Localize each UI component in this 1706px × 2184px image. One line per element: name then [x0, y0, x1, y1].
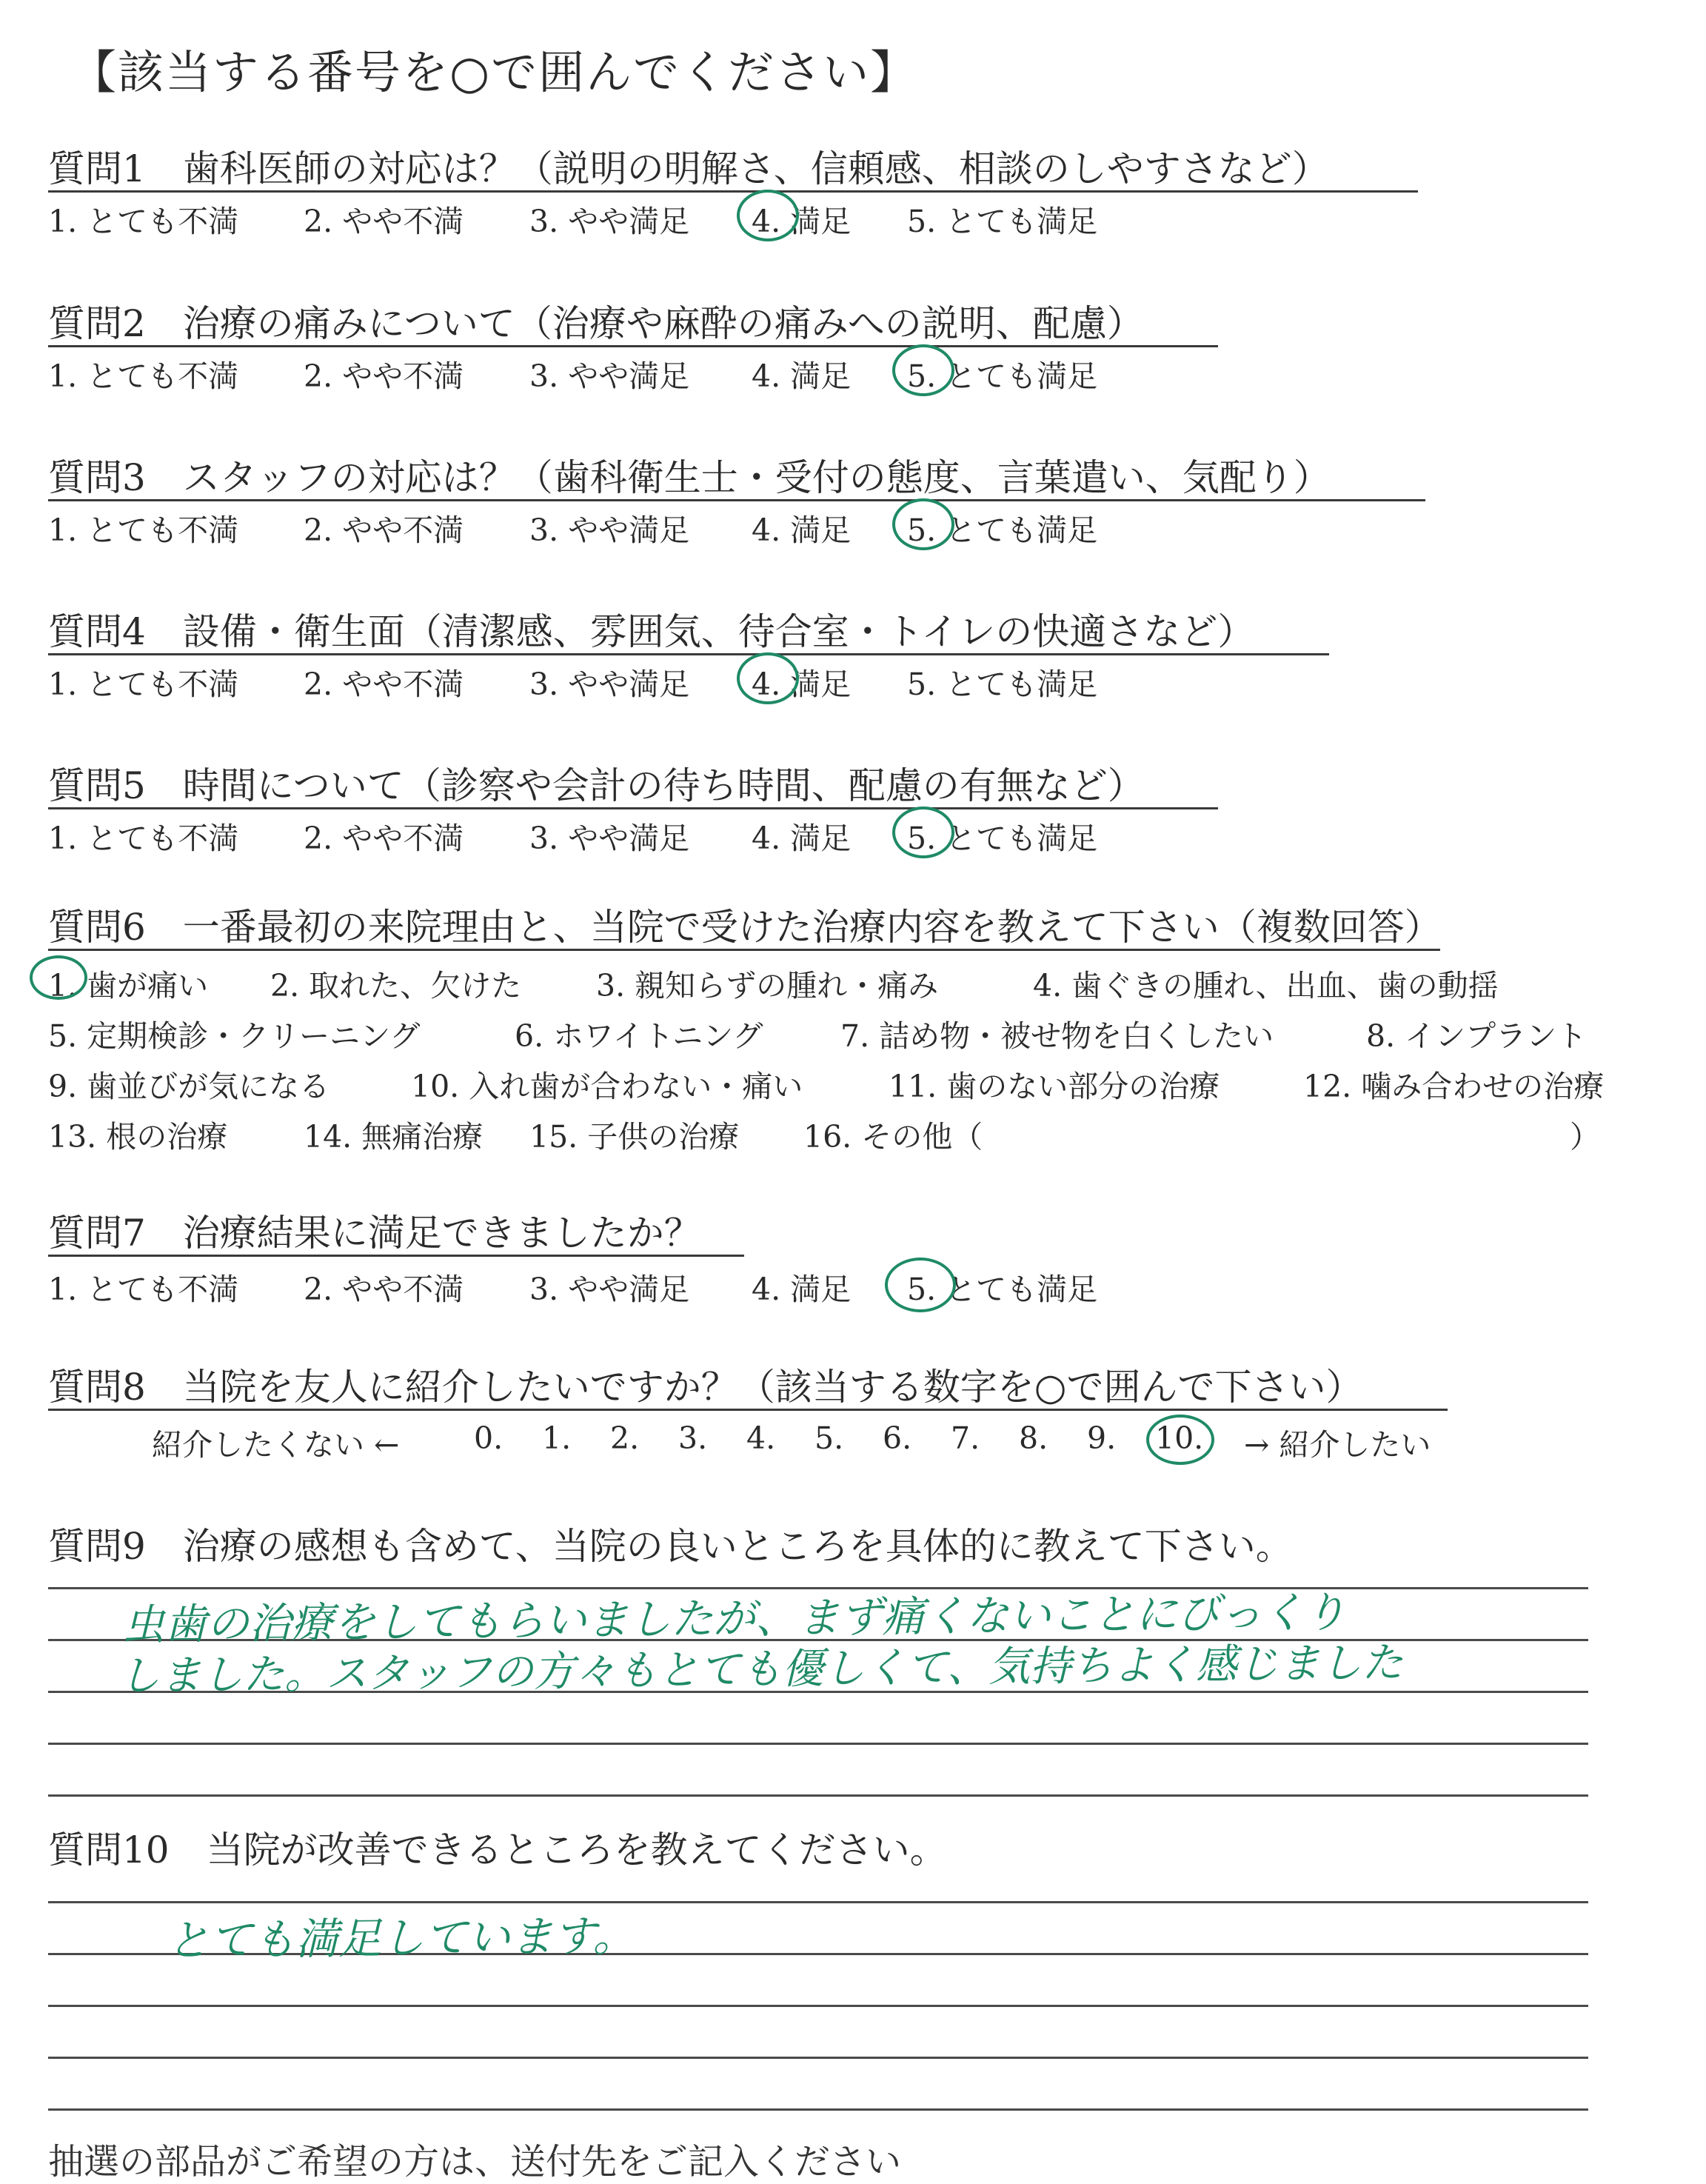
question-3-option-5[interactable]: 5. とても満足 [907, 512, 1098, 548]
question-8-scale-8[interactable]: 8. [1019, 1420, 1048, 1456]
question-1-option-5[interactable]: 5. とても満足 [907, 204, 1098, 239]
question-2-selected-circle[interactable] [892, 344, 954, 396]
page-heading: 【該当する番号を○で囲んでください】 [70, 45, 918, 99]
question-6-option-11[interactable]: 11. 歯のない部分の治療 [889, 1069, 1220, 1104]
question-5-option-2[interactable]: 2. やや不満 [304, 821, 464, 856]
question-7-selected-circle[interactable] [885, 1258, 956, 1312]
question-8-scale-2[interactable]: 2. [610, 1420, 640, 1456]
q9-answer-line-1: 虫歯の治療をしてもらいましたが、まず痛くないことにびっくり [121, 1588, 1347, 1650]
question-8-left-label: 紹介したくない ← [152, 1427, 400, 1463]
question-6-option-12[interactable]: 12. 噛み合わせの治療 [1303, 1069, 1605, 1104]
question-4-selected-circle[interactable] [737, 652, 799, 704]
question-6-title: 質問6 一番最初の来院理由と、当院で受けた治療内容を教えて下さい（複数回答） [48, 906, 1442, 949]
question-4-underline [48, 653, 1329, 655]
question-4-option-1[interactable]: 1. とても不満 [48, 667, 239, 702]
footer-cut-text: 抽選の部品がご希望の方は、送付先をご記入ください [48, 2141, 902, 2183]
question-5-option-3[interactable]: 3. やや満足 [529, 821, 690, 856]
question-8-right-label: → 紹介したい [1244, 1427, 1431, 1463]
question-1-underline [48, 190, 1418, 193]
question-6-option-14[interactable]: 14. 無痛治療 [304, 1119, 484, 1155]
question-8-scale-1[interactable]: 1. [542, 1420, 572, 1456]
question-3-option-2[interactable]: 2. やや不満 [304, 512, 464, 548]
question-6-option-4[interactable]: 4. 歯ぐきの腫れ、出血、歯の動揺 [1033, 968, 1499, 1003]
question-6-option-9[interactable]: 9. 歯並びが気になる [48, 1069, 330, 1104]
question-5-option-1[interactable]: 1. とても不満 [48, 821, 239, 856]
question-6-option-2[interactable]: 2. 取れた、欠けた [270, 968, 522, 1003]
question-1-title: 質問1 歯科医師の対応は？（説明の明解さ、信頼感、相談のしやすさなど） [48, 147, 1329, 190]
question-6-option-1[interactable]: 1. 歯が痛い [48, 968, 209, 1003]
question-8-scale-9[interactable]: 9. [1087, 1420, 1117, 1456]
q10-write-line-3 [48, 2005, 1588, 2007]
question-6-option-7[interactable]: 7. 詰め物・被せ物を白くしたい [840, 1018, 1274, 1054]
question-5-option-5[interactable]: 5. とても満足 [907, 821, 1098, 856]
question-6-option-13[interactable]: 13. 根の治療 [48, 1119, 228, 1155]
question-7-option-3[interactable]: 3. やや満足 [529, 1272, 690, 1307]
q10-write-line-4 [48, 2057, 1588, 2059]
question-7-option-1[interactable]: 1. とても不満 [48, 1272, 239, 1307]
question-4-title: 質問4 設備・衛生面（清潔感、雰囲気、待合室・トイレの快適さなど） [48, 610, 1255, 653]
q10-answer-line-1: とても満足しています。 [166, 1910, 636, 1966]
question-4-option-3[interactable]: 3. やや満足 [529, 667, 690, 702]
question-8-underline [48, 1409, 1448, 1411]
q10-write-line-1 [48, 1901, 1588, 1903]
question-1-option-2[interactable]: 2. やや不満 [304, 204, 464, 239]
question-1-option-1[interactable]: 1. とても不満 [48, 204, 239, 239]
question-2-option-3[interactable]: 3. やや満足 [529, 358, 690, 394]
question-6-option-15[interactable]: 15. 子供の治療 [529, 1119, 740, 1155]
question-6-option-6[interactable]: 6. ホワイトニング [515, 1018, 763, 1054]
question-7-underline [48, 1255, 744, 1257]
question-7-option-5[interactable]: 5. とても満足 [907, 1272, 1098, 1307]
question-2-title: 質問2 治療の痛みについて（治療や麻酔の痛みへの説明、配慮） [48, 302, 1144, 345]
question-3-option-1[interactable]: 1. とても不満 [48, 512, 239, 548]
question-1-option-4[interactable]: 4. 満足 [752, 204, 852, 239]
question-6-other-close: ） [1570, 1119, 1600, 1155]
q9-write-line-5 [48, 1794, 1588, 1797]
question-8-scale-3[interactable]: 3. [678, 1420, 708, 1456]
question-7-title: 質問7 治療結果に満足できましたか？ [48, 1212, 701, 1255]
question-1-option-3[interactable]: 3. やや満足 [529, 204, 690, 239]
question-6-option-3[interactable]: 3. 親知らずの腫れ・痛み [596, 968, 939, 1003]
question-3-title: 質問3 スタッフの対応は？（歯科衛生士・受付の態度、言葉遣い、気配り） [48, 456, 1331, 499]
q9-answer-line-2: しました。スタッフの方々もとても優しくて、気持ちよく感じました [118, 1638, 1404, 1701]
question-9-title: 質問9 治療の感想も含めて、当院の良いところを具体的に教えて下さい。 [48, 1525, 1293, 1568]
question-4-option-5[interactable]: 5. とても満足 [907, 667, 1098, 702]
question-8-title: 質問8 当院を友人に紹介したいですか？（該当する数字を○で囲んで下さい） [48, 1366, 1363, 1409]
question-1-selected-circle[interactable] [737, 190, 799, 241]
question-8-scale-10[interactable]: 10. [1155, 1420, 1204, 1456]
question-5-title: 質問5 時間について（診察や会計の待ち時間、配慮の有無など） [48, 764, 1145, 807]
question-2-option-1[interactable]: 1. とても不満 [48, 358, 239, 394]
question-5-underline [48, 807, 1218, 809]
question-8-scale-0[interactable]: 0. [474, 1420, 504, 1456]
question-8-scale-6[interactable]: 6. [883, 1420, 912, 1456]
question-5-option-4[interactable]: 4. 満足 [752, 821, 852, 856]
question-5-selected-circle[interactable] [892, 807, 954, 858]
q10-write-line-5 [48, 2108, 1588, 2111]
question-10-title: 質問10 当院が改善できるところを教えてください。 [48, 1829, 947, 1871]
q9-write-line-4 [48, 1743, 1588, 1745]
question-4-option-2[interactable]: 2. やや不満 [304, 667, 464, 702]
question-6-underline [48, 949, 1440, 951]
question-8-selected-circle[interactable] [1146, 1415, 1214, 1465]
question-6-option-8[interactable]: 8. インプラント [1366, 1018, 1588, 1054]
question-4-option-4[interactable]: 4. 満足 [752, 667, 852, 702]
question-2-underline [48, 345, 1218, 347]
question-6-option-16[interactable]: 16. その他（ [803, 1119, 983, 1155]
question-8-scale-5[interactable]: 5. [814, 1420, 844, 1456]
question-6-option-5[interactable]: 5. 定期検診・クリーニング [48, 1018, 421, 1054]
question-8-scale-4[interactable]: 4. [746, 1420, 776, 1456]
question-6-selected-circle-1[interactable] [30, 955, 87, 1000]
question-3-option-4[interactable]: 4. 満足 [752, 512, 852, 548]
question-3-selected-circle[interactable] [892, 498, 954, 550]
question-6-option-10[interactable]: 10. 入れ歯が合わない・痛い [411, 1069, 803, 1104]
question-8-scale-7[interactable]: 7. [951, 1420, 980, 1456]
question-7-option-4[interactable]: 4. 満足 [752, 1272, 852, 1307]
question-3-underline [48, 499, 1425, 501]
question-2-option-4[interactable]: 4. 満足 [752, 358, 852, 394]
question-3-option-3[interactable]: 3. やや満足 [529, 512, 690, 548]
question-7-option-2[interactable]: 2. やや不満 [304, 1272, 464, 1307]
question-2-option-2[interactable]: 2. やや不満 [304, 358, 464, 394]
question-2-option-5[interactable]: 5. とても満足 [907, 358, 1098, 394]
